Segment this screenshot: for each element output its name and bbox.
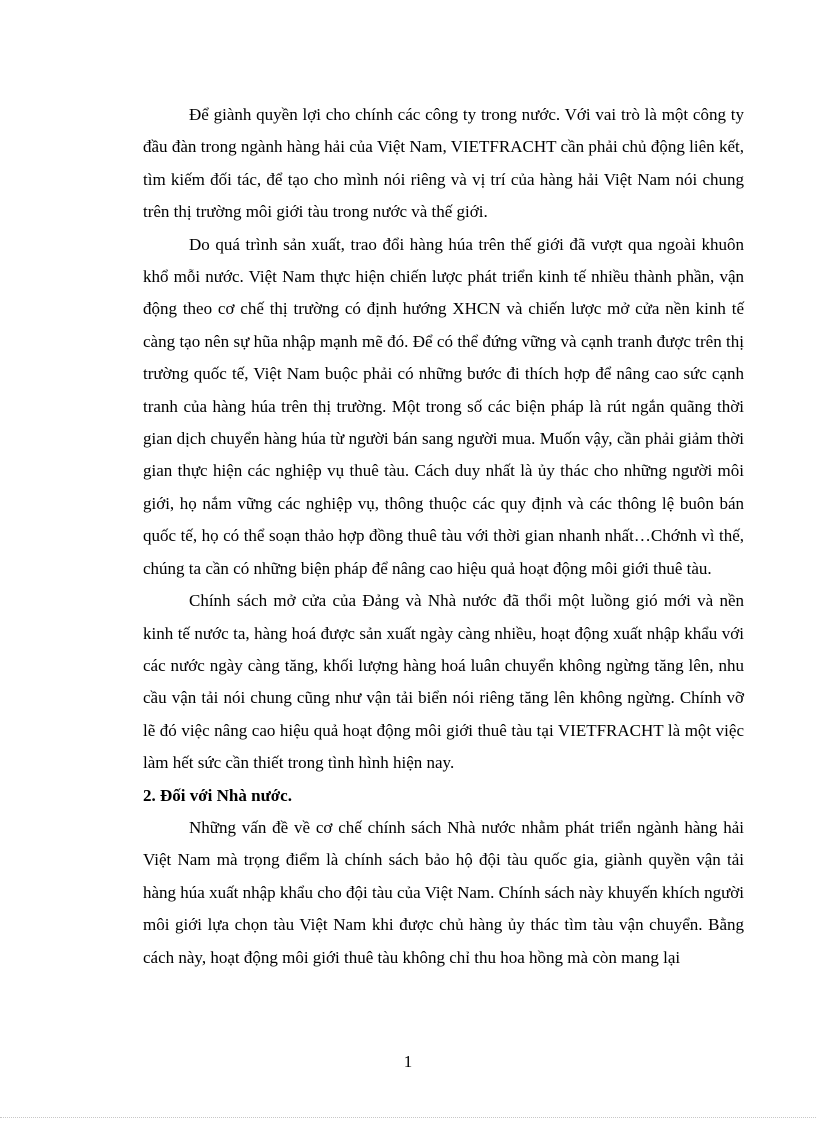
page-bottom-divider [0, 1117, 816, 1118]
section-heading: 2. Đối với Nhà nước. [143, 785, 292, 805]
paragraph-1: Để giành quyền lợi cho chính các công ty trong nước. Với vai trò là một công ty đầu đàn trong ngành hàng hải của Việt Nam, VIETFRACHT cần phải chủ động liên kết, tìm kiếm đối tác, để tạo cho mình nói riêng và vị trí của hàng hải Việt Nam nói chung trên thị trường môi giới tàu trong nước và thế giới. [143, 105, 744, 222]
section-paragraph: Những vấn đề về cơ chế chính sách Nhà nước nhằm phát triển ngành hàng hải Việt Nam mà trọng điểm là chính sách bảo hộ đội tàu quốc gia, giành quyền vận tải hàng húa xuất nhập khẩu cho đội tàu của Việt Nam. Chính sách này khuyến khích người môi giới lựa chọn tàu Việt Nam khi được chủ hàng ủy thác tìm tàu vận chuyển. Bằng cách này, hoạt động môi giới thuê tàu không chỉ thu hoa hồng mà còn mang lại [143, 817, 744, 967]
paragraph-2: Do quá trình sản xuất, trao đổi hàng húa trên thế giới đã vượt qua ngoài khuôn khổ mỗi nước. Việt Nam thực hiện chiến lược phát triển kinh tế nhiều thành phần, vận động theo cơ chế thị trường có định hướng XHCN và chiến lược mở cửa nền kinh tế càng tạo nên sự hũa nhập mạnh mẽ đó. Để có thể đứng vững và cạnh tranh được trên thị trường quốc tế, Việt Nam buộc phải có những bước đi thích hợp để nâng cao sức cạnh tranh của hàng húa trên thị trường. Một trong số các biện pháp là rút ngắn quãng thời gian dịch chuyển hàng húa từ người bán sang người mua. Muốn vậy, cần phải giảm thời gian thực hiện các nghiệp vụ thuê tàu. Cách duy nhất là ủy thác cho những người môi giới, họ nắm vững các nghiệp vụ, thông thuộc các quy định và các thông lệ buôn bán quốc tế, họ có thể soạn thảo hợp đồng thuê tàu với thời gian nhanh nhất…Chớnh vì thế, chúng ta cần có những biện pháp để nâng cao hiệu quả hoạt động môi giới thuê tàu. [143, 234, 744, 578]
paragraph-3: Chính sách mở cửa của Đảng và Nhà nước đã thổi một luồng gió mới và nền kinh tế nước ta, hàng hoá được sản xuất ngày càng nhiều, hoạt động xuất nhập khẩu với các nước ngày càng tăng, khối lượng hàng hoá luân chuyển không ngừng tăng lên, nhu cầu vận tải nói chung cũng như vận tải biển nói riêng tăng lên không ngừng. Chính vỡ lẽ đó việc nâng cao hiệu quả hoạt động môi giới thuê tàu tại VIETFRACHT là một việc làm hết sức cần thiết trong tình hình hiện nay. [143, 591, 744, 773]
page-number: 1 [403, 1052, 413, 1071]
page-body [143, 99, 744, 974]
